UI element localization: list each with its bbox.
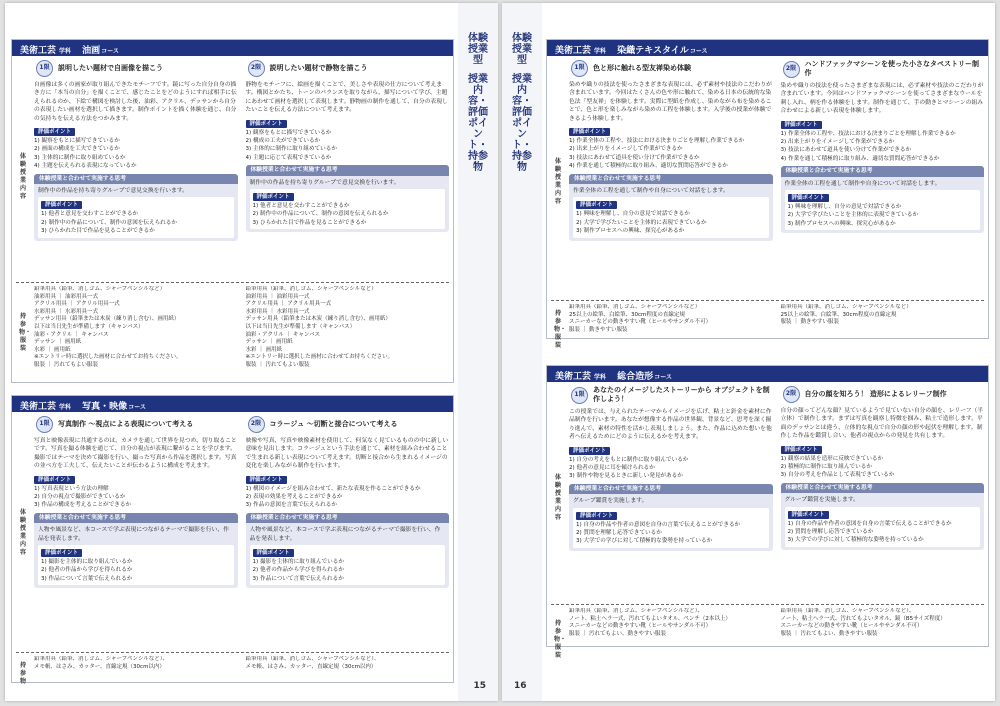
- materials-list: 鉛筆用具（鉛筆、消しゴム、シャープペンシルなど）、 メモ帳、はさみ、カッター、直線定規（30cm以内）: [245, 656, 380, 670]
- divider: [16, 282, 449, 283]
- side-label-content: 体験授業内容: [554, 474, 561, 521]
- side-label-items: 持参物・服装: [19, 313, 32, 352]
- right-gutter: [502, 3, 542, 701]
- eval-points-label: 評価ポイント: [569, 128, 610, 136]
- unit-title: 説明したい題材で自画像を描こう: [58, 64, 163, 72]
- materials-list: 鉛筆用具（鉛筆、消しゴム、シャープペンシルなど）、 ノート、粘土ヘラ一式、汚れてもよいタオル、ペンチ（2本以上） スニーカーなどの動きやすい靴（ヒールやサンダル不可） 服装 ｜ 汚れてもよい、動きやすい服装: [569, 608, 731, 637]
- unit-description: 自画像は多くの画家が取り組んできたモチーフです。鏡に写った自分自身の描き方に「本当の自分」を描くことで、感じたことをどのようにすれば相手に伝えられるのか、下絵で構図を検討した後、油彩、アクリル、デッサンから自分の表現したい画材を選択して描きます。制作ポイントを描く体験を通じ、自分の気持ちを伝える方法をつかみます。: [34, 82, 237, 122]
- eval-points-label: 評価ポイント: [246, 476, 287, 484]
- period-badge: 2限: [783, 61, 800, 78]
- period-badge: 1限: [36, 60, 53, 77]
- unit-1: 1限 写真制作 ～視点による表現について考える 写真と映像表現に共通するのは、カメラを通して世界を見つめ、切り取ることです。写真を撮る体験を通じて、自分の視点が表現に繋がることを学びます。撮影ではテーマを決めて撮影を行い、撮った写真から作品を選択します。写真の並べ方を工夫して、伝えたいことが伝わるように構成を考えます。 評価ポイント 1) 写真表現という方法の理解 2) 自分の視点で撮影ができているか 3) 作品の構成を考えることができるか 体験授業と合わせて実施する思考 人物や風景など、本コースで学ぶ表現につながるテーマで撮影を行い、作品を発表します。 評価ポイント 1) 撮影を主体的に取り組んでいるか 2) 他者の作品から学びを得られるか 3) 作品について言葉で伝えられるか: [34, 412, 238, 652]
- section-header: 美術工芸 学科 油画コース: [12, 40, 453, 56]
- divider: [551, 604, 984, 605]
- section-header: 美術工芸 学科 染織テキスタイルコース: [547, 40, 988, 56]
- eval-points-label: 評価ポイント: [781, 121, 822, 129]
- divider: [551, 300, 984, 301]
- thinking-box: 体験授業と合わせて実施する思考 グループ鑑賞を実施します。 評価ポイント 1) 自身の作品や作者の意図を自身の言葉で伝えることができるか 2) 質問を理解し応答できているか 3) 大学での学びに対して積極的な姿勢を持っているか: [569, 484, 773, 551]
- eval-points-label: 評価ポイント: [34, 476, 75, 484]
- side-label-content: 体験授業内容: [19, 509, 26, 556]
- left-gutter: [458, 3, 498, 701]
- eval-points-label: 評価ポイント: [781, 446, 822, 454]
- thinking-box: 体験授業と合わせて実施する思考 人物や風景など、本コースで学ぶ表現につながるテーマで撮影を行い、作品を発表します。 評価ポイント 1) 撮影を主体的に取り組んでいるか 2) 他者の作品から学びを得られるか 3) 作品について言葉で伝えられるか: [34, 513, 238, 588]
- unit-title: 色と形に触れる型友禅染め体験: [593, 64, 691, 72]
- right-page: [502, 3, 995, 701]
- unit-title: 写真制作 ～視点による表現について考える: [58, 420, 194, 428]
- side-label-items: 持参物: [19, 662, 26, 685]
- period-badge: 1限: [571, 60, 588, 77]
- materials-list: 鉛筆用具（鉛筆、消しゴム、シャープペンシルなど） 油彩用具 ｜ 油彩用具一式 アクリル用具 ｜ アクリル用具一式 水彩用具 ｜ 水彩用具一式 デッサン用具（鉛筆または木炭（練り消し含む）、画用紙） 以下は当日先生が準備します（キャンバス） 油彩・アクリル ｜ キャンバス デッサン ｜ 画用紙 水彩 ｜ 画用紙 ※エントリー時に選択した画材に合わせてお持ちください。 服装 ｜ 汚れてもよい服装: [245, 286, 394, 368]
- materials-list: 鉛筆用具（鉛筆、消しゴム、シャープペンシルなど） 25以上の絵筆、白絵筆、30cm程度の直線定規 スニーカーなどの動きやすい靴（ヒールやサンダル不可） 服装 ｜ 動きやすい服装: [569, 304, 712, 333]
- side-label-content: 体験授業内容: [554, 158, 561, 205]
- thinking-box: 体験授業と合わせて実施する思考 人物や風景など、本コースで学ぶ表現につながるテーマで撮影を行い、作品を発表します。 評価ポイント 1) 撮影を主体的に取り組んでいるか 2) 他者の作品から学びを得られるか 3) 作品について言葉で伝えられるか: [246, 513, 450, 588]
- unit-description: 写真と映像表現に共通するのは、カメラを通して世界を見つめ、切り取ることです。写真を撮る体験を通じて、自分の視点が表現に繋がることを学びます。撮影ではテーマを決めて撮影を行い、撮った写真から作品を選択します。写真の並べ方を工夫して、伝えたいことが伝わるように構成を考えます。: [34, 438, 237, 470]
- side-label-content: 体験授業内容: [19, 153, 26, 200]
- section-photo-video: [11, 395, 454, 683]
- materials-list: 鉛筆用具（鉛筆、消しゴム、シャープペンシルなど）、 メモ帳、はさみ、カッター、直線定規（30cm以内）: [34, 656, 169, 670]
- unit-title: 説明したい題材で静物を描こう: [269, 64, 368, 72]
- section-textile: [546, 39, 989, 349]
- section-header: 美術工芸 学科 総合造形コース: [547, 366, 988, 382]
- thinking-box: 体験授業と合わせて実施する思考 グループ鑑賞を実施します。 評価ポイント 1) 自身の作品や作者の意図を自身の言葉で伝えることができるか 2) 質問を理解し応答できているか 3) 大学での学びに対して積極的な姿勢を持っているか: [781, 483, 985, 550]
- gutter-title-type: 体験授業型: [468, 33, 488, 66]
- left-page: [5, 3, 498, 701]
- section-sculpture: [546, 365, 989, 659]
- side-label-items: 持参物・服装: [554, 620, 567, 659]
- period-badge: 2限: [248, 60, 265, 77]
- unit-title: あなたのイメージしたストーリーから オブジェクトを制作しよう！: [593, 386, 770, 403]
- unit-2: 2限 自分の顔を知ろう！ 造形によるレリーフ制作 自分の顔ってどんな顔？見ているようで見ていない自分の顔を、レリーフ（半立体）で制作します。まずは写真を観察し特徴を掴み、粘土で造形します。平面のデッサンとは違う、立体的な視点で自分の顔の形や起伏を理解します。制作した作品を鑑賞し合い、他者の視点からの発見を共有します。 評価ポイント 1) 観察の結果を造形に反映できているか 2) 積極的に制作に取り組んでいるか 3) 自分の考えを作品として表現できているか 体験授業と合わせて実施する思考 グループ鑑賞を実施します。 評価ポイント 1) 自身の作品や作者の意図を自身の言葉で伝えることができるか 2) 質問を理解し応答できているか 3) 大学での学びに対して積極的な姿勢を持っているか: [781, 382, 985, 604]
- unit-description: この授業では、与えられたテーマからイメージを広げ、粘土と針金を素材に作品制作を行います。あなたが想像する作品の世界観、背景など、思考を深く掘り進んで、素材の特性を活かし表現しましょう。また、作品に込めた想いを他者へ伝えるためにどのように伝えるかを考えます。: [569, 409, 772, 441]
- unit-description: 染めや織りの技法を使ったさまざまな表現には、必ず素材や技法のこだわりが含まれています。今回はたくさんの色や形に触れて、染める日本の伝統的な染色法「型友禅」を体験します。実際に型紙を作成し、染めながら布を染めることで、色と形を楽しみながら染めの工程を体験します。入学後の授業が体験できるよう体験します。: [569, 82, 772, 122]
- thinking-box: 体験授業と合わせて実施する思考 制作中の作品を持ち寄りグループで意見交換を行います。 評価ポイント 1) 他者と意見を交わすことができるか 2) 制作中の作品について、制作の意図を伝えられるか 3) ひらかれた目で作品を見ることができるか: [246, 165, 450, 232]
- materials-list: 鉛筆用具（鉛筆、消しゴム、シャープペンシルなど） 25以上の絵筆、白絵筆、30cm程度の直線定規 服装 ｜ 動きやすい服装: [780, 304, 912, 326]
- unit-description: 映像や写真、写真や映像素材を使用して、何気なく見ているものの中に新しい意味を見出します。コラージュという手法を通じて、素材を組み合わせることで生まれる新しい表現について考えます。切断と接合から生まれるイメージの変化を楽しみながら制作を行います。: [245, 438, 449, 470]
- gutter-title-type: 体験授業型: [512, 33, 532, 66]
- period-badge: 1限: [571, 387, 588, 404]
- materials-list: 鉛筆用具（鉛筆、消しゴム、シャープペンシルなど） 油彩用具 ｜ 油彩用具一式 アクリル用具 ｜ アクリル用具一式 水彩用具 ｜ 水彩用具一式 デッサン用具（鉛筆または木炭（練り消し含む）、画用紙） 以下は当日先生が準備します（キャンバス） 油彩・アクリル ｜ キャンバス デッサン ｜ 画用紙 水彩 ｜ 画用紙 ※エントリー時に選択した画材に合わせてお持ちください。 服装 ｜ 汚れてもよい服装: [34, 286, 182, 368]
- side-label-items: 持参物・服装: [554, 310, 567, 349]
- unit-description: 自分の顔ってどんな顔？見ているようで見ていない自分の顔を、レリーフ（半立体）で制作します。まずは写真を観察し特徴を掴み、粘土で造形します。平面のデッサンとは違う、立体的な視点で自分の顔の形や起伏を理解します。制作した作品を鑑賞し合い、他者の視点からの発見を共有します。: [780, 408, 984, 440]
- unit-title: 自分の顔を知ろう！ 造形によるレリーフ制作: [804, 390, 947, 398]
- eval-points-label: 評価ポイント: [569, 447, 610, 455]
- unit-2: 2限 ハンドファックマシーンを使った小さなタペストリー制作 染めや織りの技法を使ったさまざまな表現には、必ず素材や技法のこだわりが含まれています。今回はハンドファックマシーンを使ってさまざまなウールを刺し入れ、柄を作る体験をします。制作を通じて、手の動きとマシーンの組み合わせによる新しい表現を体験します。 評価ポイント 1) 作業全体の工程や、技法における決まりごとを理解し作業できるか 2) 出来上がりをイメージして作業ができるか 3) 技法にあわせて道具を使い分けて作業ができるか 4) 作業を通して積極的に取り組み、適切な質問応答ができるか 体験授業と合わせて実施する思考 作業全体の工程を通して制作や自身について対話をします。 評価ポイント 1) 興味を理解し、自分の意見で対話できるか 2) 大学で学びたいことを主体的に表現できているか 3) 制作プロセスへの興味、探究心があるか: [781, 56, 985, 300]
- gutter-title-content: 授業内容・評価ポイント・持参物: [468, 74, 488, 173]
- section-header: 美術工芸 学科 写真・映像コース: [12, 396, 453, 412]
- thinking-box: 体験授業と合わせて実施する思考 作業全体の工程を通して制作や自身について対話をします。 評価ポイント 1) 興味を理解し、自分の意見で対話できるか 2) 大学で学びたいことを主体的に表現できているか 3) 制作プロセスへの興味、探究心があるか: [781, 166, 985, 233]
- unit-1: 1限 説明したい題材で自画像を描こう 自画像は多くの画家が取り組んできたモチーフです。鏡に写った自分自身の描き方に「本当の自分」を描くことで、感じたことをどのようにすれば相手に伝えられるのか、下絵で構図を検討した後、油彩、アクリル、デッサンから自分の表現したい画材を選択して描きます。制作ポイントを描く体験を通じ、自分の気持ちを伝える方法をつかみます。 評価ポイント 1) 観察をもとに描写できているか 2) 画面の構成を工夫できているか 3) 主体的に制作に取り組めているか 4) 主題を伝えられる表現になっているか 体験授業と合わせて実施する思考 制作中の作品を持ち寄りグループで意見交換を行います。 評価ポイント 1) 他者と意見を交わすことができるか 2) 制作中の作品について、制作の意図を伝えられるか 3) ひらかれた目で作品を見ることができるか: [34, 56, 238, 282]
- page-number: 16: [514, 681, 527, 691]
- page-number: 15: [473, 681, 486, 691]
- period-badge: 1限: [36, 416, 53, 433]
- eval-points-label: 評価ポイント: [34, 128, 75, 136]
- eval-points-label: 評価ポイント: [246, 120, 287, 128]
- materials-list: 鉛筆用具（鉛筆、消しゴム、シャープペンシルなど）、 ノート、粘土ヘラ一式、汚れてもよいタオル、鏡（B5サイズ程度） スニーカーなどの動きやすい靴（ヒールやサンダル不可） 服装 ｜ 汚れてもよい、動きやすい服装: [780, 608, 946, 637]
- unit-2: 2限 コラージュ ～切断と接合について考える 映像や写真、写真や映像素材を使用して、何気なく見ているものの中に新しい意味を見出します。コラージュという手法を通じて、素材を組み合わせることで生まれる新しい表現について考えます。切断と接合から生まれるイメージの変化を楽しみながら制作を行います。 評価ポイント 1) 構図のイメージを組み合わせて、新たな表現を作ることができるか 2) 表現の効果を考えることができるか 3) 作品の意図を言葉で伝えられるか 体験授業と合わせて実施する思考 人物や風景など、本コースで学ぶ表現につながるテーマで撮影を行い、作品を発表します。 評価ポイント 1) 撮影を主体的に取り組んでいるか 2) 他者の作品から学びを得られるか 3) 作品について言葉で伝えられるか: [246, 412, 450, 652]
- unit-description: 染めや織りの技法を使ったさまざまな表現には、必ず素材や技法のこだわりが含まれています。今回はハンドファックマシーンを使ってさまざまなウールを刺し入れ、柄を作る体験をします。制作を通じて、手の動きとマシーンの組み合わせによる新しい表現を体験します。: [780, 83, 984, 115]
- period-badge: 2限: [248, 416, 265, 433]
- unit-description: 静物をモチーフに、絵画を描くことで、美しさや表現の仕方について考えます。構図とかたち、トーンのバランスを取りながら、描写について学び、主題にあわせて画材を選択して表現します。静物画の制作を通して、自分の表現したいことを伝える方法について考えます。: [245, 82, 448, 114]
- gutter-title-content: 授業内容・評価ポイント・持参物: [512, 74, 532, 173]
- unit-1: 1限 色と形に触れる型友禅染め体験 染めや織りの技法を使ったさまざまな表現には、必ず素材や技法のこだわりが含まれています。今回はたくさんの色や形に触れて、染める日本の伝統的な染色法「型友禅」を体験します。実際に型紙を作成し、染めながら布を染めることで、色と形を楽しみながら染めの工程を体験します。入学後の授業が体験できるよう体験します。 評価ポイント 1) 作業全体の工程や、技法における決まりごとを理解し作業できるか 2) 出来上がりをイメージして作業ができるか 3) 技法にあわせて道具を使い分けて作業ができるか 4) 作業を通して積極的に取り組み、適切な質問応答ができるか 体験授業と合わせて実施する思考 作業全体の工程を通して制作や自身について対話をします。 評価ポイント 1) 興味を理解し、自分の意見で対話できるか 2) 大学で学びたいことを主体的に表現できているか 3) 制作プロセスへの興味、探究心があるか: [569, 56, 773, 300]
- unit-title: ハンドファックマシーンを使った小さなタペストリー制作: [804, 60, 980, 77]
- period-badge: 2限: [783, 386, 800, 403]
- thinking-box: 体験授業と合わせて実施する思考 作業全体の工程を通して制作や自身について対話をします。 評価ポイント 1) 興味を理解し、自分の意見で対話できるか 2) 大学で学びたいことを主体的に表現できているか 3) 制作プロセスへの興味、探究心があるか: [569, 174, 773, 241]
- thinking-box: 体験授業と合わせて実施する思考 制作中の作品を持ち寄りグループで意見交換を行います。 評価ポイント 1) 他者と意見を交わすことができるか 2) 制作中の作品について、制作の意図を伝えられるか 3) ひらかれた目で作品を見ることができるか: [34, 174, 238, 241]
- divider: [16, 652, 449, 653]
- unit-title: コラージュ ～切断と接合について考える: [269, 420, 398, 428]
- unit-2: 2限 説明したい題材で静物を描こう 静物をモチーフに、絵画を描くことで、美しさや表現の仕方について考えます。構図とかたち、トーンのバランスを取りながら、描写について学び、主題にあわせて画材を選択して表現します。静物画の制作を通して、自分の表現したいことを伝える方法について考えます。 評価ポイント 1) 観察をもとに描写できているか 2) 構成の工夫ができているか 3) 主体的に制作に取り組めているか 4) 主題に応じて表現できているか 体験授業と合わせて実施する思考 制作中の作品を持ち寄りグループで意見交換を行います。 評価ポイント 1) 他者と意見を交わすことができるか 2) 制作中の作品について、制作の意図を伝えられるか 3) ひらかれた目で作品を見ることができるか: [246, 56, 450, 282]
- section-oil-painting: [11, 39, 454, 383]
- unit-1: 1限 あなたのイメージしたストーリーから オブジェクトを制作しよう！ この授業では、与えられたテーマからイメージを広げ、粘土と針金を素材に作品制作を行います。あなたが想像する作品の世界観、背景など、思考を深く掘り進んで、素材の特性を活かし表現しましょう。また、作品に込めた想いを他者へ伝えるためにどのように伝えるかを考えます。 評価ポイント 1) 自分の考えをもとに制作に取り組んでいるか 2) 他者の意見に耳を傾けられるか 3) 制作や物を見るときに新しい発見があるか 体験授業と合わせて実施する思考 グループ鑑賞を実施します。 評価ポイント 1) 自身の作品や作者の意図を自身の言葉で伝えることができるか 2) 質問を理解し応答できているか 3) 大学での学びに対して積極的な姿勢を持っているか: [569, 382, 773, 604]
